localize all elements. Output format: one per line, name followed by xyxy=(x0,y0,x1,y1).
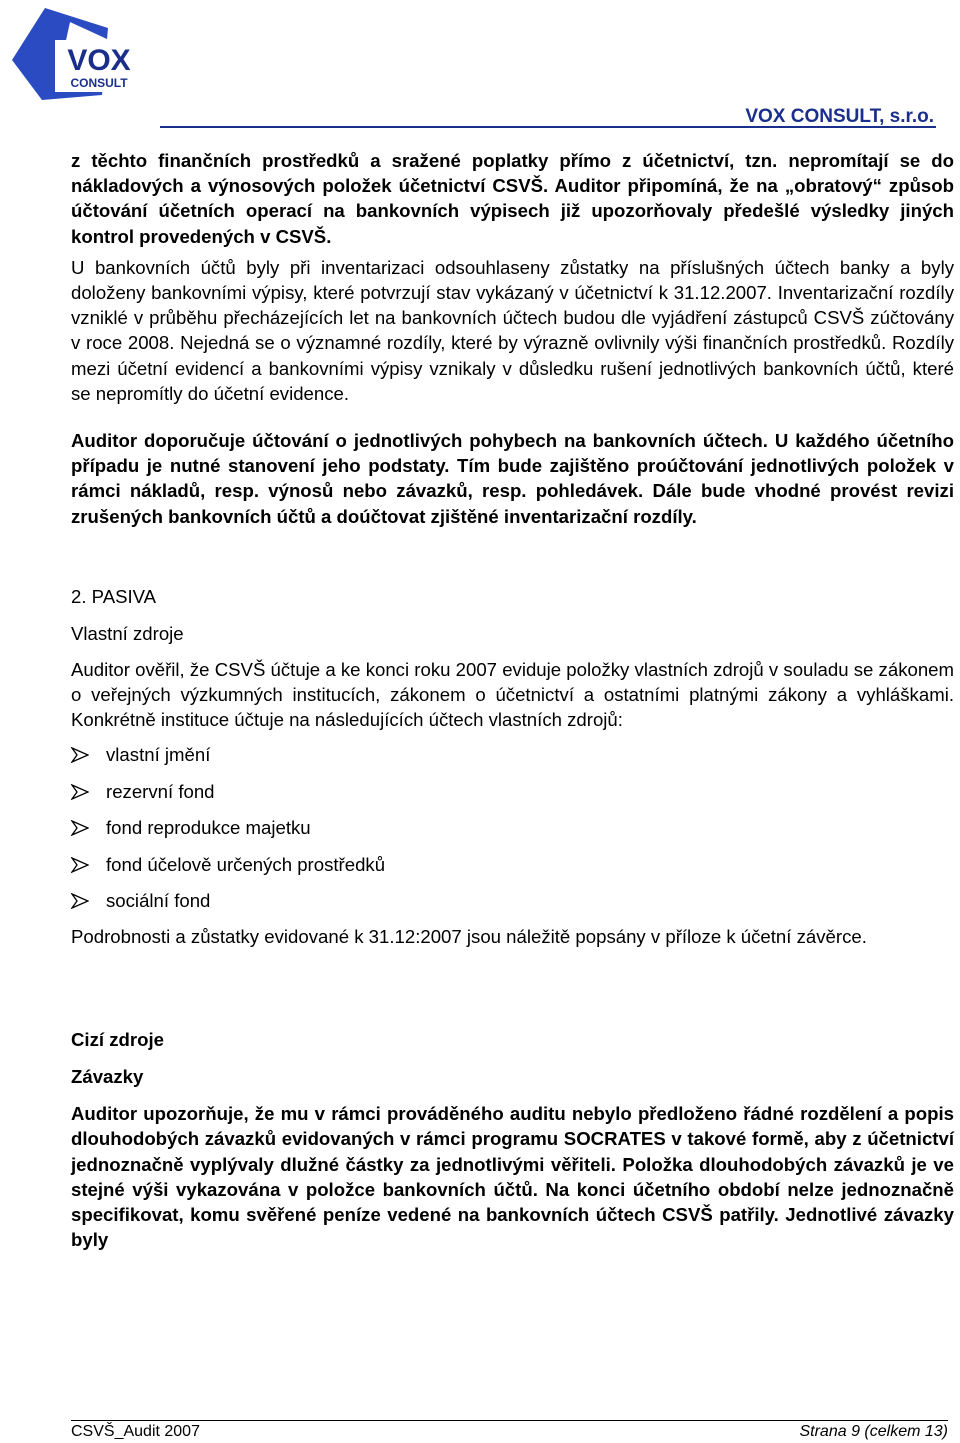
paragraph-bank-inventory: U bankovních účtů byly při inventarizaci odsouhlaseny zůstatky na příslušných účtech banky a byly doloženy bankovními výpisy, které potvrzují stav vykázaný v účetnictví k 31.12.2007. Inventarizační rozdíly vzniklé v průběhu přecházejících let na bankovních účtech budou dle vyjádření zástupců CSVŠ zúčtovány v roce 2008. Nejedná se o významné rozdíly, které by výrazně ovlivnily výši finančních prostředků. Rozdíly mezi účetní evidencí a bankovními výpisy vznikaly v důsledku rušení jednotlivých bankovních účtů, které se nepromítly do účetní evidence. xyxy=(71,256,954,404)
list-item: rezervní fond xyxy=(71,774,954,811)
document-body xyxy=(71,148,954,1252)
footer-divider xyxy=(71,1420,948,1421)
logo-text-vox: VOX xyxy=(67,44,131,77)
own-resources-list xyxy=(71,737,954,920)
header-divider xyxy=(160,126,936,128)
paragraph-details-annex: Podrobnosti a zůstatky evidované k 31.12:2007 jsou náležitě popsány v příloze k účetní závěrce. xyxy=(71,925,867,947)
paragraph-auditor-recommendation: Auditor doporučuje účtování o jednotlivých pohybech na bankovních účtech. U každého účetního případu je nutné stanovení jeho podstaty. Tím bude zajištěno proúčtování jednotlivých položek v rámci nákladů, resp. výnosů nebo závazků, resp. pohledávek. Dále bude vhodné provést revizi zrušených bankovních účtů a doúčtovat zjištěné inventarizační rozdíly. xyxy=(71,430,954,527)
arrow-bullet-icon xyxy=(71,820,89,836)
arrow-bullet-icon xyxy=(71,893,89,909)
subheading-zavazky: Závazky xyxy=(71,1066,144,1088)
vox-consult-logo xyxy=(0,0,170,130)
company-name: VOX CONSULT, s.r.o. xyxy=(745,106,934,127)
list-item: sociální fond xyxy=(71,883,954,920)
subheading-vlastni-zdroje: Vlastní zdroje xyxy=(71,622,184,644)
arrow-bullet-icon xyxy=(71,857,89,873)
list-item: fond účelově určených prostředků xyxy=(71,847,954,884)
list-item: vlastní jmění xyxy=(71,737,954,774)
paragraph-bank-accounts-intro: z těchto finančních prostředků a sražené poplatky přímo z účetnictví, tzn. nepromítají se do nákladových a výnosových položek účetnictví CSVŠ. Auditor připomíná, že na „obratový“ způsob účtování účetních operací na bankovních výpisech již upozorňovaly předešlé výsledky jiných kontrol provedených v CSVŠ. xyxy=(71,150,954,247)
arrow-bullet-icon xyxy=(71,747,89,763)
paragraph-liabilities-warning: Auditor upozorňuje, že mu v rámci prováděného auditu nebylo předloženo řádné rozdělení a popis dlouhodobých závazků evidovaných v rámci programu SOCRATES v takové formě, aby z účetnictví jednoznačně vyplývaly dlužné částky za jednotlivými věřiteli. Položka dlouhodobých závazků je ve stejné výši vykazována v položce bankovních účtů. Na konci účetního období nelze jednoznačně specifikovat, komu svěřené peníze vedené na bankovních účtech CSVŠ patřily. Jednotlivé závazky byly xyxy=(71,1103,954,1251)
section-heading-pasiva: 2. PASIVA xyxy=(71,585,157,607)
footer-page-number: Strana 9 (celkem 13) xyxy=(799,1423,948,1440)
paragraph-own-resources: Auditor ověřil, že CSVŠ účtuje a ke konci roku 2007 eviduje položky vlastních zdrojů v souladu se zákonem o veřejných výzkumných institucích, zákonem o účetnictví a ostatními platnými zákony a vyhláškami. Konkrétně instituce účtuje na následujících účtech vlastních zdrojů: xyxy=(71,658,954,731)
arrow-bullet-icon xyxy=(71,784,89,800)
list-item: fond reprodukce majetku xyxy=(71,810,954,847)
logo-text-consult: CONSULT xyxy=(70,76,128,90)
subheading-cizi-zdroje: Cizí zdroje xyxy=(71,1029,164,1051)
footer-document-name: CSVŠ_Audit 2007 xyxy=(71,1423,200,1440)
